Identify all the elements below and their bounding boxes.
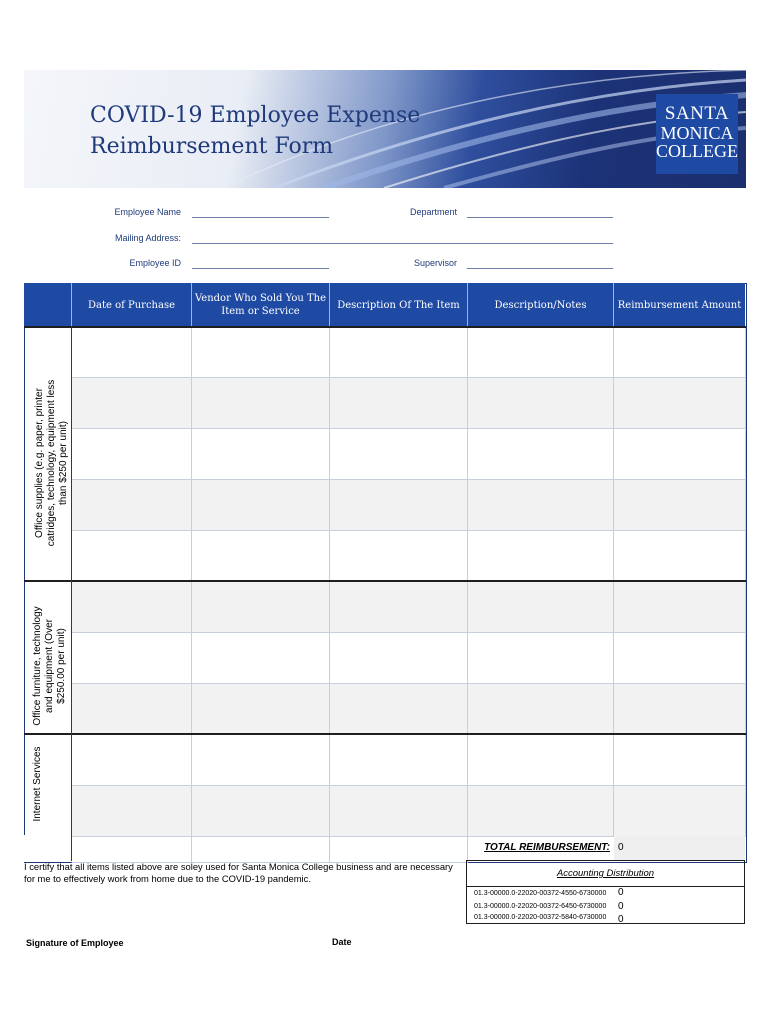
table-cell[interactable] xyxy=(614,327,746,378)
logo-line2: MONICA xyxy=(660,123,734,143)
department-label: Department xyxy=(409,207,457,217)
table-cell[interactable] xyxy=(468,786,614,837)
table-cell[interactable] xyxy=(468,633,614,684)
employee-name-field[interactable] xyxy=(192,217,329,218)
table-cell[interactable] xyxy=(614,633,746,684)
table-cell[interactable] xyxy=(468,735,614,786)
column-header-vendor: Vendor Who Sold You The Item or Service xyxy=(194,293,326,317)
header-divider xyxy=(71,283,72,327)
account-amount: 0 xyxy=(618,914,624,925)
table-cell[interactable] xyxy=(614,582,746,633)
column-header-amount: Reimbursement Amount xyxy=(617,299,742,311)
table-cell[interactable] xyxy=(330,531,468,582)
total-row-cell xyxy=(192,837,330,863)
table-cell[interactable] xyxy=(192,735,330,786)
header-divider xyxy=(467,283,468,327)
group-divider xyxy=(24,733,746,735)
table-cell[interactable] xyxy=(614,378,746,429)
employee-name-label: Employee Name xyxy=(114,207,181,217)
category-label-internet xyxy=(32,734,44,834)
table-cell[interactable] xyxy=(192,531,330,582)
table-cell[interactable] xyxy=(468,582,614,633)
department-field[interactable] xyxy=(467,217,613,218)
table-cell[interactable] xyxy=(468,327,614,378)
mailing-address-field[interactable] xyxy=(192,243,613,244)
group-divider xyxy=(24,580,746,582)
table-cell[interactable] xyxy=(614,684,746,735)
table-cell[interactable] xyxy=(330,786,468,837)
table-cell[interactable] xyxy=(330,633,468,684)
table-cell[interactable] xyxy=(72,582,192,633)
table-cell[interactable] xyxy=(72,429,192,480)
table-cell[interactable] xyxy=(614,735,746,786)
column-header-date: Date of Purchase xyxy=(88,299,175,311)
table-cell[interactable] xyxy=(192,684,330,735)
table-cell[interactable] xyxy=(192,327,330,378)
table-cell[interactable] xyxy=(330,327,468,378)
column-header-item-description: Description Of The Item xyxy=(337,299,460,311)
account-amount: 0 xyxy=(618,887,624,898)
column-header-notes: Description/Notes xyxy=(494,299,587,311)
category-label-internet-text: Internet Services xyxy=(32,746,43,822)
employee-signature-label: Signature of Employee xyxy=(26,938,124,948)
category-label-furniture xyxy=(32,591,68,741)
table-cell[interactable] xyxy=(330,684,468,735)
table-cell[interactable] xyxy=(72,684,192,735)
table-cell[interactable] xyxy=(330,582,468,633)
header-banner xyxy=(24,70,746,188)
table-cell[interactable] xyxy=(614,429,746,480)
category-label-office-supplies xyxy=(34,373,70,553)
table-cell[interactable] xyxy=(192,480,330,531)
total-reimbursement-value: 0 xyxy=(614,836,745,860)
total-row-cell xyxy=(330,837,468,863)
table-cell[interactable] xyxy=(468,429,614,480)
table-cell[interactable] xyxy=(192,429,330,480)
date-label: Date xyxy=(332,937,352,947)
logo-line1: SANTA xyxy=(664,103,730,124)
table-cell[interactable] xyxy=(72,531,192,582)
certification-text: I certify that all items listed above are soley used for Santa Monica College business and are necessary for me to effectively work from home due to the COVID-19 pandemic. xyxy=(24,861,453,884)
account-amount: 0 xyxy=(618,901,624,912)
accounting-divider xyxy=(466,886,745,887)
table-cell[interactable] xyxy=(468,378,614,429)
table-cell[interactable] xyxy=(192,786,330,837)
accounting-distribution-title: Accounting Distribution xyxy=(556,868,655,879)
table-cell[interactable] xyxy=(330,735,468,786)
college-logo xyxy=(656,94,738,174)
account-code: 01.3-00000.0-22020-00372-6450-6730000 xyxy=(474,903,607,910)
form-title-line2: Reimbursement Form xyxy=(90,134,334,159)
account-code: 01.3-00000.0-22020-00372-5840-6730000 xyxy=(474,914,607,921)
table-cell[interactable] xyxy=(72,327,192,378)
table-cell[interactable] xyxy=(192,378,330,429)
category-label-office-supplies-text: Office supplies (e.g. paper, printer catridges, technology, equipment less than $250 per unit) xyxy=(34,379,69,547)
logo-line3: COLLEGE xyxy=(656,141,738,161)
table-cell[interactable] xyxy=(468,531,614,582)
total-reimbursement-label: TOTAL REIMBURSEMENT: xyxy=(484,842,610,853)
category-column-border xyxy=(71,327,72,861)
table-cell[interactable] xyxy=(72,735,192,786)
table-cell[interactable] xyxy=(192,633,330,684)
account-code: 01.3-00000.0-22020-00372-4550-6730000 xyxy=(474,890,607,897)
employee-id-label: Employee ID xyxy=(129,258,181,268)
table-cell[interactable] xyxy=(330,429,468,480)
total-row-cell xyxy=(72,837,192,863)
table-cell[interactable] xyxy=(330,480,468,531)
form-title xyxy=(90,100,420,162)
table-cell[interactable] xyxy=(72,633,192,684)
supervisor-label: Supervisor xyxy=(413,258,457,268)
employee-id-field[interactable] xyxy=(192,268,329,269)
header-divider xyxy=(191,283,192,327)
supervisor-field[interactable] xyxy=(467,268,613,269)
table-cell[interactable] xyxy=(614,480,746,531)
header-divider xyxy=(329,283,330,327)
table-cell[interactable] xyxy=(468,480,614,531)
table-cell[interactable] xyxy=(468,684,614,735)
category-label-furniture-text: Office furniture, technology and equipment (Over $250.00 per unit) xyxy=(32,606,67,726)
form-title-line1: COVID-19 Employee Expense xyxy=(90,103,421,128)
table-cell[interactable] xyxy=(192,582,330,633)
group-divider xyxy=(24,326,746,328)
table-cell[interactable] xyxy=(72,786,192,837)
mailing-address-label: Mailing Address: xyxy=(114,233,181,243)
header-divider xyxy=(613,283,614,327)
table-cell[interactable] xyxy=(614,786,746,837)
table-cell[interactable] xyxy=(72,378,192,429)
table-cell[interactable] xyxy=(72,480,192,531)
table-cell[interactable] xyxy=(614,531,746,582)
table-cell[interactable] xyxy=(330,378,468,429)
